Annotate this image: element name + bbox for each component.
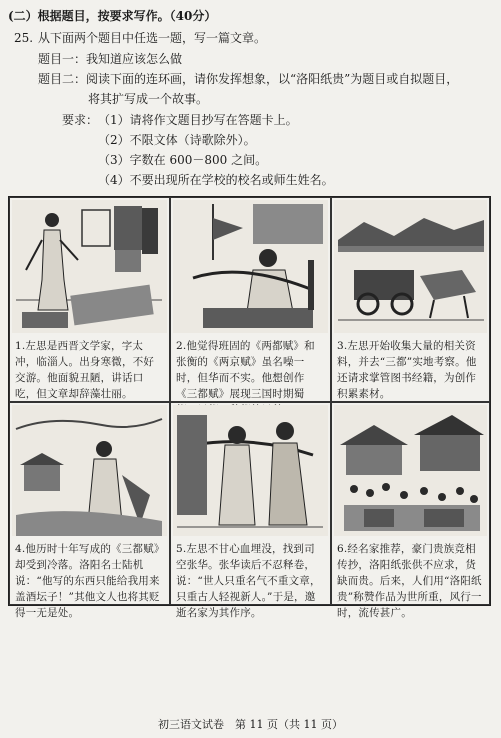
comic-illustration-6	[334, 405, 487, 536]
comic-illustration-5	[173, 405, 328, 536]
comic-panel-5	[170, 402, 331, 619]
panel-caption-2: 2.他觉得班固的《两都赋》和张衡的《两京赋》虽名噪一时，但华而不实。他想创作《三都赋》展现三国时期蜀	[176, 340, 315, 400]
comic-illustration-4	[12, 405, 167, 536]
prompt-title-2: 题目二：阅读下面的连环画，请你发挥想象，以“洛阳纸贵”为题目或自拟题目，	[38, 72, 459, 86]
panel-caption-4: 4.他历时十年写成的《三都赋》却受到冷落。洛阳名士陆机说：“他写的东西只能给我用来盖酒坛子！”其他文人也将其贬得一无是处。	[15, 543, 160, 619]
question-number: 25.	[14, 31, 34, 45]
comic-panel-3	[331, 197, 490, 402]
question-intro: 从下面两个题目中任选一题，写一篇文章。	[38, 31, 267, 45]
comic-panel-2	[170, 197, 331, 402]
panel-caption-3: 3.左思开始收集大量的相关资料，并去“三都”实地考察。他还请求掌管图书经籍，为创作积累素材。	[337, 340, 477, 400]
comic-illustration-3	[334, 200, 487, 333]
section-heading: (二）根据题目，按要求写作。（40分）	[8, 9, 217, 23]
comic-illustration-2	[173, 200, 328, 333]
requirement-3: （3）字数在 600－800 之间。	[98, 153, 268, 167]
requirement-1: （1）请将作文题目抄写在答题卡上。	[98, 113, 298, 127]
comic-strip-grid	[8, 196, 491, 619]
comic-panel-1	[9, 197, 170, 402]
prompt-title-2-cont: 将其扩写成一个故事。	[88, 92, 209, 106]
panel-caption-1: 1.左思是西晋文学家，字太冲，临淄人。出身寒微，不好交游。他面貌丑陋，讲话口吃，但文章却辞藻壮丽。	[15, 340, 155, 400]
requirement-4: （4）不要出现所在学校的校名或师生姓名。	[98, 173, 334, 187]
comic-panel-4	[9, 402, 170, 619]
panel-caption-5: 5.左思不甘心血埋没，找到司空张华。张华读后不忍释卷，说：“世人只重名气不重文章，只重古人轻视新人。”于是，邀逝名家为其作序。	[176, 543, 321, 619]
prompt-title-1: 题目一：我知道应该怎么做	[38, 52, 183, 66]
panel-caption-6: 6.经名家推荐，豪门贵族竞相传抄，洛阳纸张供不应求，货缺而贵。后来，人们用“洛阳纸贵”称赞作品为世所重，风行一时，流传甚广。	[337, 543, 482, 619]
comic-illustration-1	[12, 200, 167, 333]
requirements-label: 要求：	[62, 113, 99, 127]
page-footer: 初三语文试卷 第 11 页（共 11 页）	[158, 718, 343, 731]
comic-panel-6	[331, 402, 490, 619]
requirement-2: （2）不限文体（诗歌除外）。	[98, 133, 256, 147]
